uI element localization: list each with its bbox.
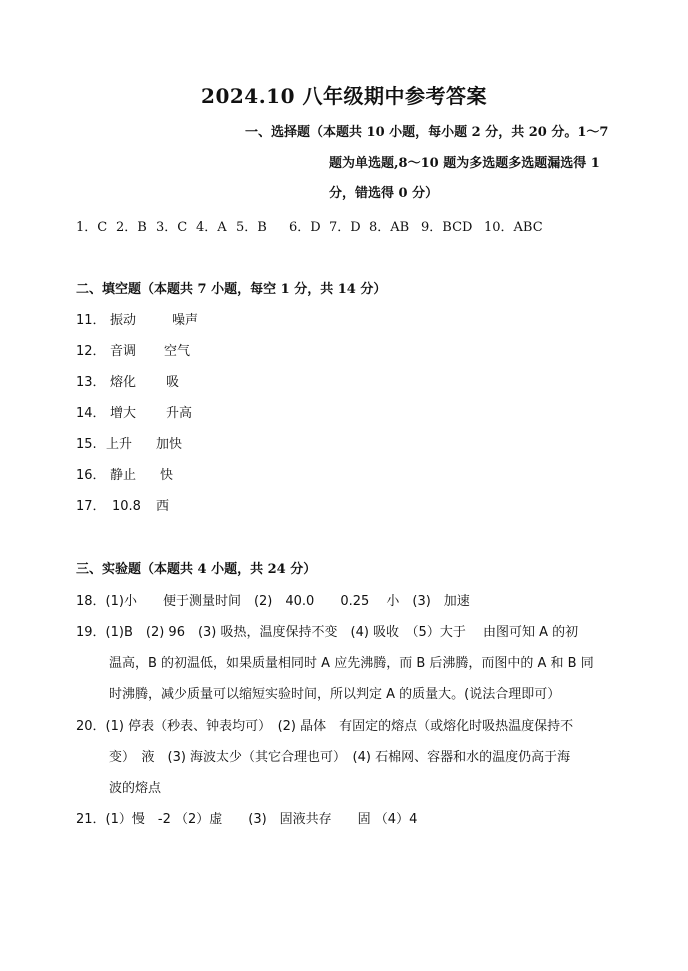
question-20-line1: 20．(1) 停表（秒表、钟表均可） (2) 晶体 有固定的熔点（或熔化时吸热温度保持不: [76, 719, 574, 734]
item-answer-b: 吸: [166, 375, 180, 390]
item-answer-a: 熔化: [110, 375, 137, 390]
item-answer-a: 振动: [110, 313, 137, 328]
item-answer-b: 快: [160, 468, 174, 483]
fill-item-12: [76, 344, 190, 360]
question-20-line2: 变） 液 (3) 海波太少（其它合理也可） (4) 石棉网、容器和水的温度仍高于海: [109, 750, 571, 765]
page-title: 2024.10 八年级期中参考答案: [201, 84, 487, 108]
answer-4: 4．A: [196, 220, 227, 235]
question-19-line1: 19．(1)B (2) 96 (3) 吸热，温度保持不变 (4) 吸收 （5）大于 由图可知 A 的初: [76, 625, 579, 640]
item-number: 14．: [76, 406, 106, 421]
item-answer-b: 空气: [164, 344, 191, 359]
fill-item-15: [76, 437, 182, 453]
question-18: 18．(1)小 便于测量时间 (2) 40.0 0.25 小 (3) 加速: [76, 594, 470, 609]
item-answer-a: 10.8: [112, 499, 141, 514]
question-19-line2: 温高，B 的初温低，如果质量相同时 A 应先沸腾，而 B 后沸腾，而图中的 A 和 B 同: [109, 656, 594, 671]
fill-item-16: [76, 468, 173, 484]
item-number: 12．: [76, 344, 106, 359]
section1-heading-line3: 分，错选得 0 分）: [329, 186, 439, 201]
item-answer-a: 上升: [106, 437, 133, 452]
item-answer-b: 升高: [166, 406, 193, 421]
answer-7: 7．D: [329, 220, 361, 235]
fill-item-11: [76, 313, 198, 329]
item-answer-a: 音调: [110, 344, 137, 359]
answer-5: 5．B: [236, 220, 267, 235]
choice-answers: [76, 220, 543, 236]
item-number: 11．: [76, 313, 106, 328]
question-21: 21．(1）慢 -2 （2）虚 (3) 固液共存 固 （4）4: [76, 812, 418, 827]
answer-8: 8．AB: [369, 220, 410, 235]
section1-heading-line2: 题为单选题,8～10 题为多选题多选题漏选得 1: [329, 156, 600, 171]
item-answer-a: 增大: [110, 406, 137, 421]
item-answer-a: 静止: [110, 468, 137, 483]
section1-heading-line1: 一、选择题（本题共 10 小题，每小题 2 分，共 20 分。1～7: [245, 125, 609, 140]
question-19-line3: 时沸腾，减少质量可以缩短实验时间，所以判定 A 的质量大。(说法合理即可）: [109, 687, 561, 702]
question-20-line3: 波的熔点: [109, 781, 162, 796]
item-answer-b: 噪声: [172, 313, 199, 328]
answer-3: 3．C: [156, 220, 188, 235]
fill-item-14: [76, 406, 192, 422]
item-number: 13．: [76, 375, 106, 390]
item-number: 15.: [76, 437, 97, 452]
fill-item-13: [76, 375, 179, 391]
item-number: 16．: [76, 468, 106, 483]
answer-9: 9．BCD: [421, 220, 473, 235]
answer-6: 6．D: [289, 220, 321, 235]
section3-heading: 三、实验题（本题共 4 小题，共 24 分）: [76, 562, 317, 577]
answer-10: 10．ABC: [484, 220, 543, 235]
answer-1: 1．C: [76, 220, 108, 235]
fill-item-17: [76, 499, 169, 515]
section2-heading: 二、填空题（本题共 7 小题，每空 1 分，共 14 分）: [76, 282, 387, 297]
item-answer-b: 西: [156, 499, 170, 514]
item-number: 17．: [76, 499, 106, 514]
answer-2: 2．B: [116, 220, 147, 235]
item-answer-b: 加快: [156, 437, 183, 452]
